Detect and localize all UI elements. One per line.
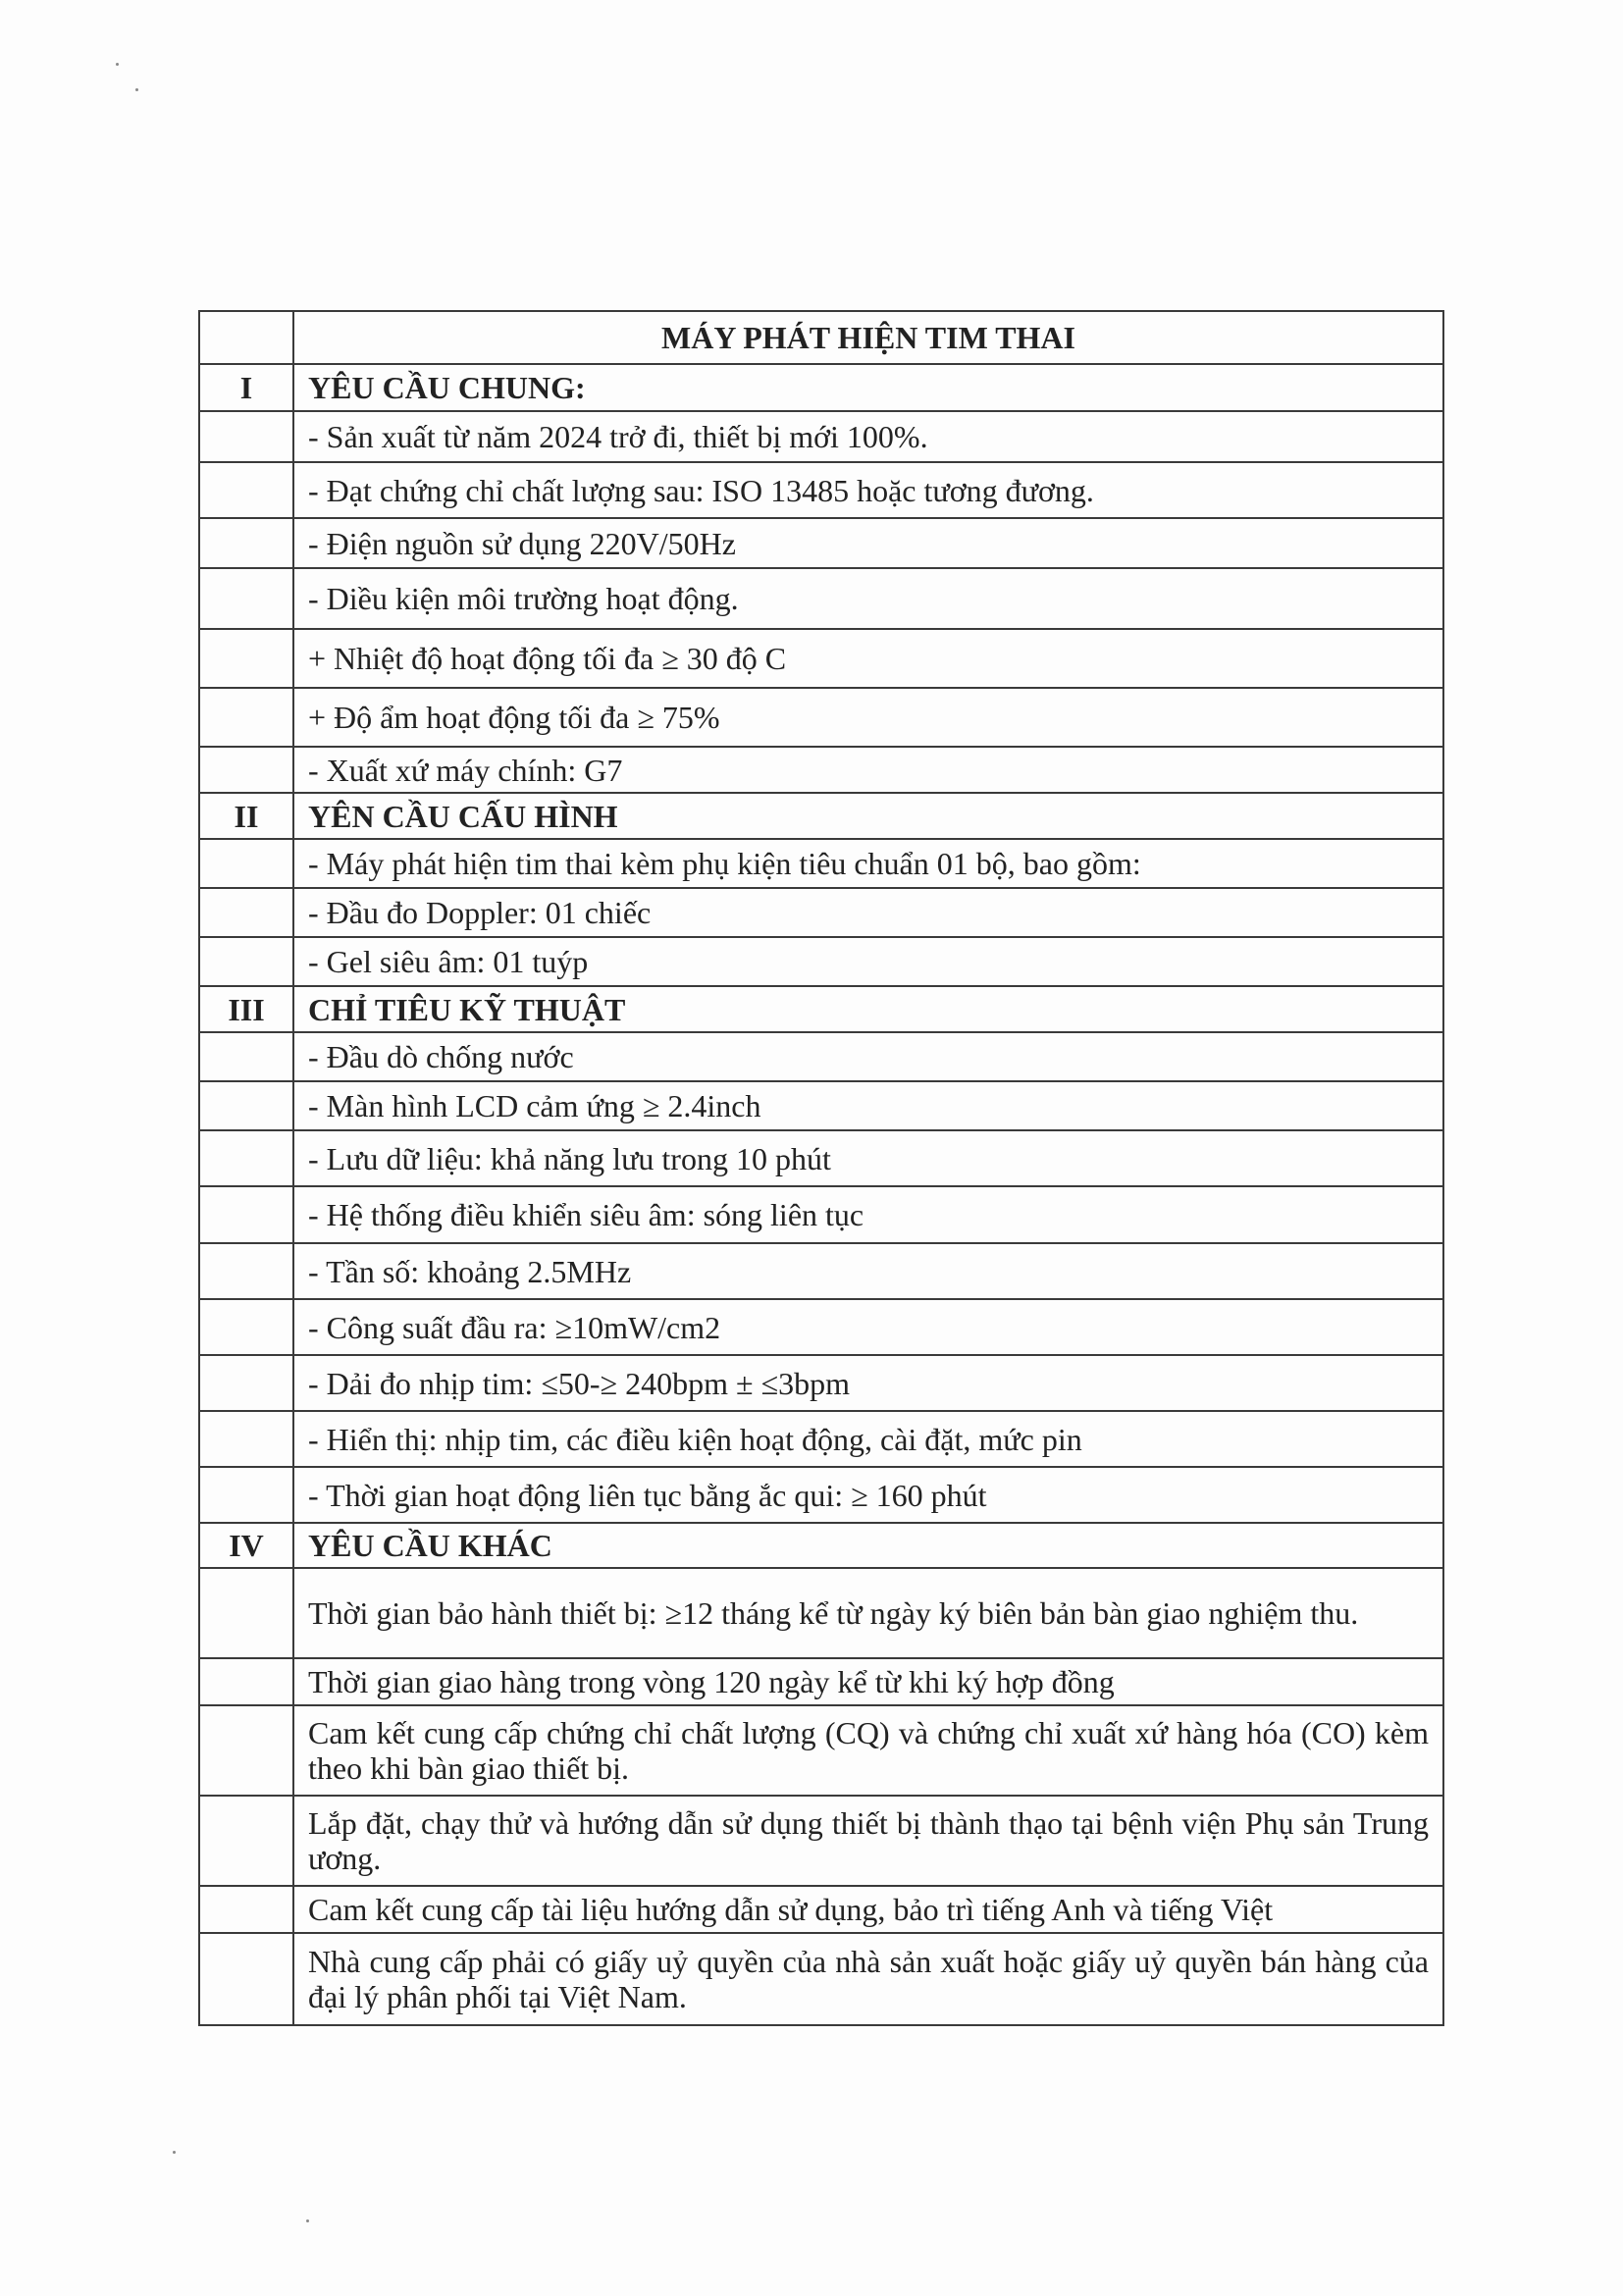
spec-item-row <box>199 1186 1443 1243</box>
spec-item-text: - Lưu dữ liệu: khả năng lưu trong 10 phút <box>293 1130 1443 1186</box>
empty-num-cell <box>199 1299 293 1355</box>
section-heading: YÊU CẦU KHÁC <box>293 1523 1443 1568</box>
empty-num-cell <box>199 1705 293 1796</box>
requirement-row <box>199 1933 1443 2025</box>
title-num-cell <box>199 311 293 364</box>
scan-speck <box>306 2219 309 2222</box>
empty-num-cell <box>199 937 293 986</box>
empty-num-cell <box>199 411 293 462</box>
spec-item-row <box>199 629 1443 688</box>
empty-num-cell <box>199 1933 293 2025</box>
scan-speck <box>116 63 119 66</box>
spec-item-text: - Đạt chứng chỉ chất lượng sau: ISO 13485 hoặc tương đương. <box>293 462 1443 518</box>
title-row <box>199 311 1443 364</box>
requirement-row <box>199 1658 1443 1705</box>
spec-item-text: - Màn hình LCD cảm ứng ≥ 2.4inch <box>293 1081 1443 1130</box>
spec-item-row <box>199 1467 1443 1523</box>
scan-speck <box>173 2151 176 2154</box>
requirement-text: Cam kết cung cấp tài liệu hướng dẫn sử dụng, bảo trì tiếng Anh và tiếng Việt <box>293 1886 1443 1933</box>
requirement-row <box>199 1886 1443 1933</box>
section-row <box>199 986 1443 1032</box>
requirement-text: Cam kết cung cấp chứng chỉ chất lượng (CQ) và chứng chỉ xuất xứ hàng hóa (CO) kèm theo khi bàn giao thiết bị. <box>293 1705 1443 1796</box>
spec-item-row <box>199 1355 1443 1411</box>
empty-num-cell <box>199 1081 293 1130</box>
section-number: II <box>199 793 293 839</box>
spec-item-row <box>199 411 1443 462</box>
empty-num-cell <box>199 1886 293 1933</box>
spec-item-row <box>199 1130 1443 1186</box>
spec-item-row <box>199 1032 1443 1081</box>
requirement-text: Thời gian bảo hành thiết bị: ≥12 tháng kể từ ngày ký biên bản bàn giao nghiệm thu. <box>293 1568 1443 1658</box>
empty-num-cell <box>199 1467 293 1523</box>
spec-item-text: - Hệ thống điều khiển siêu âm: sóng liên tục <box>293 1186 1443 1243</box>
empty-num-cell <box>199 1130 293 1186</box>
empty-num-cell <box>199 518 293 568</box>
empty-num-cell <box>199 1243 293 1299</box>
requirement-row <box>199 1568 1443 1658</box>
spec-item-text: - Gel siêu âm: 01 tuýp <box>293 937 1443 986</box>
section-number: I <box>199 364 293 411</box>
spec-item-text: - Tần số: khoảng 2.5MHz <box>293 1243 1443 1299</box>
requirement-text: Nhà cung cấp phải có giấy uỷ quyền của nhà sản xuất hoặc giấy uỷ quyền bán hàng của đại lý phân phối tại Việt Nam. <box>293 1933 1443 2025</box>
spec-item-row <box>199 747 1443 793</box>
spec-item-text: - Thời gian hoạt động liên tục bằng ắc qui: ≥ 160 phút <box>293 1467 1443 1523</box>
spec-item-text: - Công suất đầu ra: ≥10mW/cm2 <box>293 1299 1443 1355</box>
requirement-row <box>199 1796 1443 1886</box>
spec-item-text: + Độ ẩm hoạt động tối đa ≥ 75% <box>293 688 1443 747</box>
empty-num-cell <box>199 747 293 793</box>
empty-num-cell <box>199 1186 293 1243</box>
empty-num-cell <box>199 888 293 937</box>
section-row <box>199 1523 1443 1568</box>
spec-item-row <box>199 1411 1443 1467</box>
section-number: III <box>199 986 293 1032</box>
spec-item-text: - Hiển thị: nhịp tim, các điều kiện hoạt động, cài đặt, mức pin <box>293 1411 1443 1467</box>
empty-num-cell <box>199 629 293 688</box>
empty-num-cell <box>199 1355 293 1411</box>
section-heading: YÊU CẦU CHUNG: <box>293 364 1443 411</box>
spec-item-text: + Nhiệt độ hoạt động tối đa ≥ 30 độ C <box>293 629 1443 688</box>
spec-item-text: - Diều kiện môi trường hoạt động. <box>293 568 1443 629</box>
spec-item-row <box>199 888 1443 937</box>
empty-num-cell <box>199 1568 293 1658</box>
spec-item-text: - Sản xuất từ năm 2024 trở đi, thiết bị mới 100%. <box>293 411 1443 462</box>
spec-item-text: - Điện nguồn sử dụng 220V/50Hz <box>293 518 1443 568</box>
requirement-text: Thời gian giao hàng trong vòng 120 ngày kể từ khi ký hợp đồng <box>293 1658 1443 1705</box>
section-heading: CHỈ TIÊU KỸ THUẬT <box>293 986 1443 1032</box>
empty-num-cell <box>199 688 293 747</box>
spec-item-row <box>199 688 1443 747</box>
section-number: IV <box>199 1523 293 1568</box>
empty-num-cell <box>199 1658 293 1705</box>
spec-item-text: - Đầu dò chống nước <box>293 1032 1443 1081</box>
spec-item-row <box>199 1081 1443 1130</box>
empty-num-cell <box>199 568 293 629</box>
section-row <box>199 364 1443 411</box>
spec-item-text: - Máy phát hiện tim thai kèm phụ kiện tiêu chuẩn 01 bộ, bao gồm: <box>293 839 1443 888</box>
spec-item-row <box>199 1243 1443 1299</box>
spec-table <box>198 310 1444 2026</box>
spec-item-text: - Xuất xứ máy chính: G7 <box>293 747 1443 793</box>
empty-num-cell <box>199 1411 293 1467</box>
spec-item-text: - Đầu đo Doppler: 01 chiếc <box>293 888 1443 937</box>
spec-item-row <box>199 462 1443 518</box>
spec-item-row <box>199 568 1443 629</box>
empty-num-cell <box>199 1796 293 1886</box>
requirement-row <box>199 1705 1443 1796</box>
document-title: MÁY PHÁT HIỆN TIM THAI <box>293 311 1443 364</box>
empty-num-cell <box>199 1032 293 1081</box>
requirement-text: Lắp đặt, chạy thử và hướng dẫn sử dụng thiết bị thành thạo tại bệnh viện Phụ sản Trung ương. <box>293 1796 1443 1886</box>
empty-num-cell <box>199 839 293 888</box>
spec-item-row <box>199 1299 1443 1355</box>
empty-num-cell <box>199 462 293 518</box>
section-row <box>199 793 1443 839</box>
section-heading: YÊN CẦU CẤU HÌNH <box>293 793 1443 839</box>
spec-item-row <box>199 937 1443 986</box>
spec-item-text: - Dải đo nhịp tim: ≤50-≥ 240bpm ± ≤3bpm <box>293 1355 1443 1411</box>
spec-item-row <box>199 518 1443 568</box>
scan-speck <box>135 88 138 91</box>
spec-item-row <box>199 839 1443 888</box>
